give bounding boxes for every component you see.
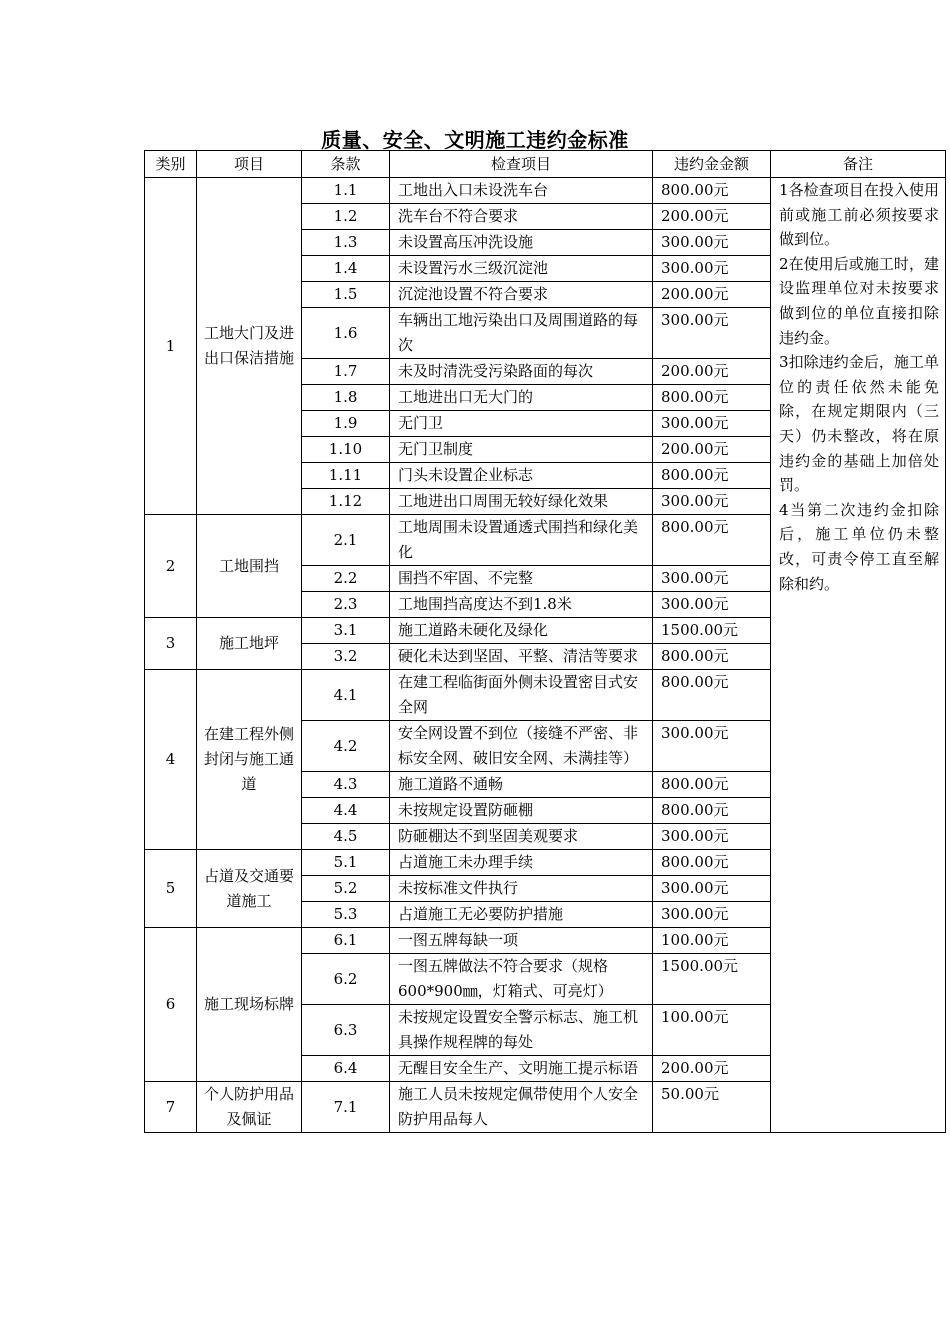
- check-item: 未及时清洗受污染路面的每次: [390, 359, 653, 385]
- clause-number: 5.3: [302, 902, 390, 928]
- clause-number: 3.1: [302, 618, 390, 644]
- check-item: 未按规定设置安全警示标志、施工机具操作规程牌的每处: [390, 1005, 653, 1056]
- check-item: 未按规定设置防砸棚: [390, 798, 653, 824]
- penalty-amount: 300.00元: [653, 489, 771, 515]
- category-project: 在建工程外侧封闭与施工通道: [197, 670, 302, 850]
- clause-number: 1.6: [302, 308, 390, 359]
- category-number: 2: [145, 515, 197, 618]
- check-item: 工地进出口周围无较好绿化效果: [390, 489, 653, 515]
- clause-number: 7.1: [302, 1082, 390, 1133]
- penalty-amount: 800.00元: [653, 670, 771, 721]
- check-item: 防砸棚达不到坚固美观要求: [390, 824, 653, 850]
- penalty-amount: 800.00元: [653, 644, 771, 670]
- penalty-amount: 100.00元: [653, 928, 771, 954]
- clause-number: 1.11: [302, 463, 390, 489]
- header-clause: 条款: [302, 151, 390, 178]
- clause-number: 1.3: [302, 230, 390, 256]
- penalty-amount: 800.00元: [653, 178, 771, 204]
- check-item: 工地出入口未设洗车台: [390, 178, 653, 204]
- clause-number: 2.2: [302, 566, 390, 592]
- penalty-amount: 200.00元: [653, 1056, 771, 1082]
- category-project: 施工地坪: [197, 618, 302, 670]
- penalty-amount: 300.00元: [653, 592, 771, 618]
- table-header-row: [145, 151, 946, 178]
- check-item: 施工道路未硬化及绿化: [390, 618, 653, 644]
- clause-number: 5.2: [302, 876, 390, 902]
- clause-number: 1.8: [302, 385, 390, 411]
- check-item: 洗车台不符合要求: [390, 204, 653, 230]
- penalty-amount: 200.00元: [653, 359, 771, 385]
- penalty-amount: 200.00元: [653, 437, 771, 463]
- clause-number: 1.7: [302, 359, 390, 385]
- header-category: 类别: [145, 151, 197, 178]
- remarks-cell: [771, 178, 946, 1133]
- penalty-amount: 1500.00元: [653, 954, 771, 1005]
- penalty-amount: 300.00元: [653, 411, 771, 437]
- clause-number: 3.2: [302, 644, 390, 670]
- header-check-item: 检查项目: [390, 151, 653, 178]
- category-project: 施工现场标牌: [197, 928, 302, 1082]
- penalty-amount: 800.00元: [653, 385, 771, 411]
- clause-number: 6.1: [302, 928, 390, 954]
- penalty-amount: 200.00元: [653, 204, 771, 230]
- clause-number: 1.10: [302, 437, 390, 463]
- penalty-amount: 100.00元: [653, 1005, 771, 1056]
- clause-number: 1.5: [302, 282, 390, 308]
- check-item: 施工道路不通畅: [390, 772, 653, 798]
- check-item: 工地周围未设置通透式围挡和绿化美化: [390, 515, 653, 566]
- table-body: [145, 178, 946, 1133]
- clause-number: 1.2: [302, 204, 390, 230]
- penalty-amount: 300.00元: [653, 876, 771, 902]
- penalty-amount: 50.00元: [653, 1082, 771, 1133]
- clause-number: 5.1: [302, 850, 390, 876]
- clause-number: 6.4: [302, 1056, 390, 1082]
- check-item: 占道施工未办理手续: [390, 850, 653, 876]
- penalty-amount: 800.00元: [653, 515, 771, 566]
- penalty-amount: 800.00元: [653, 850, 771, 876]
- penalty-amount: 1500.00元: [653, 618, 771, 644]
- clause-number: 2.3: [302, 592, 390, 618]
- category-number: 6: [145, 928, 197, 1082]
- clause-number: 1.4: [302, 256, 390, 282]
- check-item: 围挡不牢固、不完整: [390, 566, 653, 592]
- category-number: 4: [145, 670, 197, 850]
- category-project: 占道及交通要道施工: [197, 850, 302, 928]
- penalty-standard-table: [144, 150, 946, 1133]
- clause-number: 4.1: [302, 670, 390, 721]
- clause-number: 4.2: [302, 721, 390, 772]
- clause-number: 6.3: [302, 1005, 390, 1056]
- penalty-amount: 800.00元: [653, 463, 771, 489]
- category-project: 个人防护用品及佩证: [197, 1082, 302, 1133]
- penalty-amount: 300.00元: [653, 230, 771, 256]
- clause-number: 4.4: [302, 798, 390, 824]
- check-item: 未按标准文件执行: [390, 876, 653, 902]
- category-number: 5: [145, 850, 197, 928]
- remark-note: 3扣除违约金后，施工单位的责任依然未能免除，在规定期限内（三天）仍未整改，将在原违约金的基础上加倍处罚。: [779, 353, 939, 495]
- table-row: [145, 178, 946, 204]
- check-item: 沉淀池设置不符合要求: [390, 282, 653, 308]
- penalty-amount: 300.00元: [653, 566, 771, 592]
- penalty-amount: 300.00元: [653, 721, 771, 772]
- check-item: 未设置高压冲洗设施: [390, 230, 653, 256]
- header-remarks: 备注: [771, 151, 946, 178]
- clause-number: 2.1: [302, 515, 390, 566]
- check-item: 工地进出口无大门的: [390, 385, 653, 411]
- remark-note: 2在使用后或施工时，建设监理单位对未按要求做到位的单位直接扣除违约金。: [779, 254, 939, 347]
- category-number: 3: [145, 618, 197, 670]
- check-item: 工地围挡高度达不到1.8米: [390, 592, 653, 618]
- penalty-amount: 800.00元: [653, 772, 771, 798]
- check-item: 无门卫: [390, 411, 653, 437]
- category-project: 工地大门及进出口保洁措施: [197, 178, 302, 515]
- penalty-amount: 800.00元: [653, 798, 771, 824]
- penalty-amount: 300.00元: [653, 902, 771, 928]
- check-item: 占道施工无必要防护措施: [390, 902, 653, 928]
- check-item: 未设置污水三级沉淀池: [390, 256, 653, 282]
- clause-number: 4.3: [302, 772, 390, 798]
- category-project: 工地围挡: [197, 515, 302, 618]
- header-penalty-amount: 违约金金额: [653, 151, 771, 178]
- check-item: 施工人员未按规定佩带使用个人安全防护用品每人: [390, 1082, 653, 1133]
- penalty-amount: 300.00元: [653, 256, 771, 282]
- clause-number: 6.2: [302, 954, 390, 1005]
- check-item: 无醒目安全生产、文明施工提示标语: [390, 1056, 653, 1082]
- clause-number: 1.12: [302, 489, 390, 515]
- header-project: 项目: [197, 151, 302, 178]
- penalty-amount: 200.00元: [653, 282, 771, 308]
- penalty-amount: 300.00元: [653, 824, 771, 850]
- check-item: 车辆出工地污染出口及周围道路的每次: [390, 308, 653, 359]
- clause-number: 1.1: [302, 178, 390, 204]
- check-item: 在建工程临街面外侧未设置密目式安全网: [390, 670, 653, 721]
- category-number: 7: [145, 1082, 197, 1133]
- remark-note: 4当第二次违约金扣除后，施工单位仍未整改，可责令停工直至解除和约。: [779, 500, 939, 593]
- penalty-amount: 300.00元: [653, 308, 771, 359]
- check-item: 一图五牌做法不符合要求（规格600*900㎜，灯箱式、可亮灯）: [390, 954, 653, 1005]
- check-item: 一图五牌每缺一项: [390, 928, 653, 954]
- check-item: 安全网设置不到位（接缝不严密、非标安全网、破旧安全网、未满挂等）: [390, 721, 653, 772]
- clause-number: 4.5: [302, 824, 390, 850]
- check-item: 硬化未达到坚固、平整、清洁等要求: [390, 644, 653, 670]
- category-number: 1: [145, 178, 197, 515]
- remark-note: 1各检查项目在投入使用前或施工前必须按要求做到位。: [779, 181, 939, 249]
- clause-number: 1.9: [302, 411, 390, 437]
- document-title: 质量、安全、文明施工违约金标准: [321, 128, 629, 152]
- check-item: 门头未设置企业标志: [390, 463, 653, 489]
- check-item: 无门卫制度: [390, 437, 653, 463]
